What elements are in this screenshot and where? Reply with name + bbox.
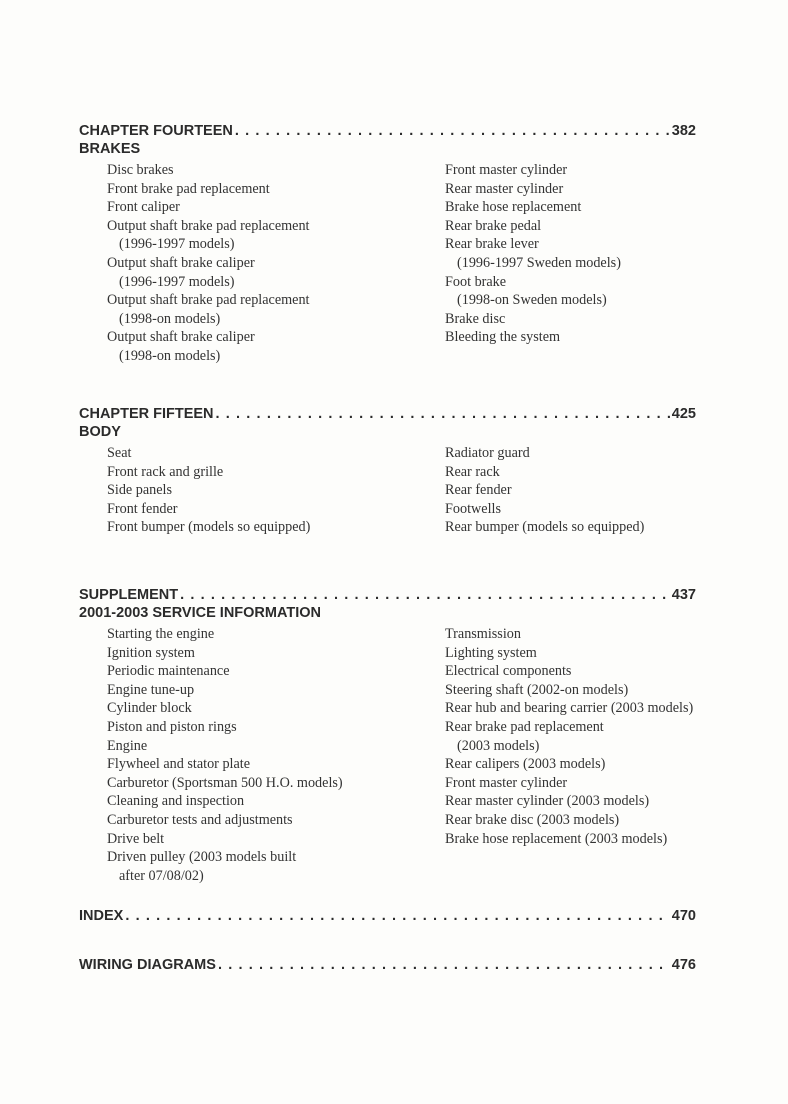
topic-item: Driven pulley (2003 models built <box>107 849 297 866</box>
topic-item: Carburetor tests and adjustments <box>107 811 293 828</box>
heading-title: SUPPLEMENT <box>79 587 179 603</box>
page-number: 425 <box>671 406 696 422</box>
topic-item: Rear master cylinder <box>445 180 564 197</box>
topic-item: Front brake pad replacement <box>107 180 270 197</box>
topic-item: Output shaft brake caliper <box>107 254 255 271</box>
topic-item: Front bumper (models so equipped) <box>107 519 311 536</box>
topic-item: Brake disc <box>445 310 506 327</box>
topic-item: Output shaft brake caliper <box>107 329 255 346</box>
right-topic-column <box>445 444 644 537</box>
left-topic-column <box>107 444 310 537</box>
toc-heading-link[interactable] <box>79 907 696 925</box>
heading-title: CHAPTER FOURTEEN <box>79 123 233 139</box>
topic-item: Carburetor (Sportsman 500 H.O. models) <box>107 774 343 791</box>
topic-item: Periodic maintenance <box>107 663 230 680</box>
topic-item: Front master cylinder <box>445 774 568 791</box>
topic-item: Brake hose replacement (2003 models) <box>445 830 668 847</box>
topic-item: Rear fender <box>445 482 512 499</box>
dot-leader <box>218 956 670 974</box>
topic-item: Front rack and grille <box>107 463 224 480</box>
topic-item: (1996-1997 Sweden models) <box>457 254 621 271</box>
section-supplement <box>79 586 696 884</box>
topic-item: Disc brakes <box>107 162 174 178</box>
topic-item: Engine <box>107 737 148 754</box>
topic-item: (1996-1997 models) <box>119 273 235 290</box>
topic-item: Rear master cylinder (2003 models) <box>445 793 650 810</box>
section-chapter-fifteen <box>79 405 696 536</box>
page-number: 437 <box>671 587 696 603</box>
topic-item: Electrical components <box>445 663 572 680</box>
topic-item: Starting the engine <box>107 626 215 642</box>
topic-item: Flywheel and stator plate <box>107 756 251 773</box>
toc-heading-link[interactable] <box>79 122 696 140</box>
section-index <box>79 907 696 925</box>
topic-item: (1998-on models) <box>119 310 221 327</box>
section-wiring-diagrams <box>79 956 696 974</box>
heading-title: CHAPTER FIFTEEN <box>79 406 214 422</box>
dot-leader <box>235 122 670 140</box>
topic-item: Engine tune-up <box>107 681 195 698</box>
topic-item: (1998-on Sweden models) <box>457 292 607 309</box>
topic-item: Ignition system <box>107 644 195 661</box>
topic-item: Rear rack <box>445 463 500 480</box>
topic-item: Lighting system <box>445 644 537 661</box>
right-topic-column <box>445 625 693 848</box>
page-number: 470 <box>671 908 696 924</box>
page-number: 476 <box>671 957 696 973</box>
topic-item: Front master cylinder <box>445 162 568 178</box>
topic-item: (1998-on models) <box>119 347 221 364</box>
topic-item: Drive belt <box>107 830 165 847</box>
toc-heading-link[interactable] <box>79 405 696 423</box>
topic-item: (1996-1997 models) <box>119 236 235 253</box>
topic-item: Front fender <box>107 500 178 517</box>
toc-heading-link[interactable] <box>79 586 696 604</box>
topic-item: Brake hose replacement <box>445 199 582 216</box>
topic-item: Rear hub and bearing carrier (2003 models) <box>445 700 694 717</box>
section-subtitle: BODY <box>79 424 121 440</box>
heading-title: INDEX <box>79 908 124 924</box>
page-number: 382 <box>671 123 696 139</box>
topic-item: Seat <box>107 445 132 461</box>
topic-item: Rear brake disc (2003 models) <box>445 811 620 828</box>
left-topic-column <box>107 161 309 366</box>
dot-leader <box>216 405 670 423</box>
topic-item: Rear bumper (models so equipped) <box>445 519 645 536</box>
topic-item: Radiator guard <box>445 445 530 461</box>
left-topic-column <box>107 625 343 885</box>
topic-item: Rear brake pedal <box>445 217 542 234</box>
topic-item: Rear calipers (2003 models) <box>445 756 606 773</box>
topic-item: Rear brake lever <box>445 236 539 253</box>
topic-item: Output shaft brake pad replacement <box>107 217 310 234</box>
topic-item: Piston and piston rings <box>107 718 237 735</box>
topic-item: Side panels <box>107 482 173 499</box>
topic-item: Cylinder block <box>107 700 192 717</box>
topic-item: Front caliper <box>107 199 180 216</box>
topic-item: Footwells <box>445 500 501 517</box>
topic-item: Bleeding the system <box>445 329 561 346</box>
right-topic-column <box>445 161 621 347</box>
heading-title: WIRING DIAGRAMS <box>79 957 216 973</box>
topic-item: Output shaft brake pad replacement <box>107 292 310 309</box>
topic-item: after 07/08/02) <box>119 867 204 884</box>
topic-item: Steering shaft (2002-on models) <box>445 681 629 698</box>
dot-leader <box>180 586 670 604</box>
topic-item: Transmission <box>445 626 521 642</box>
dot-leader <box>125 907 669 925</box>
section-chapter-fourteen <box>79 122 696 364</box>
section-subtitle: 2001-2003 SERVICE INFORMATION <box>79 605 322 621</box>
topic-item: Rear brake pad replacement <box>445 718 604 735</box>
topic-item: Cleaning and inspection <box>107 793 245 810</box>
toc-heading-link[interactable] <box>79 956 696 974</box>
topic-item: Foot brake <box>445 273 507 290</box>
topic-item: (2003 models) <box>457 737 540 754</box>
section-subtitle: BRAKES <box>79 141 141 157</box>
